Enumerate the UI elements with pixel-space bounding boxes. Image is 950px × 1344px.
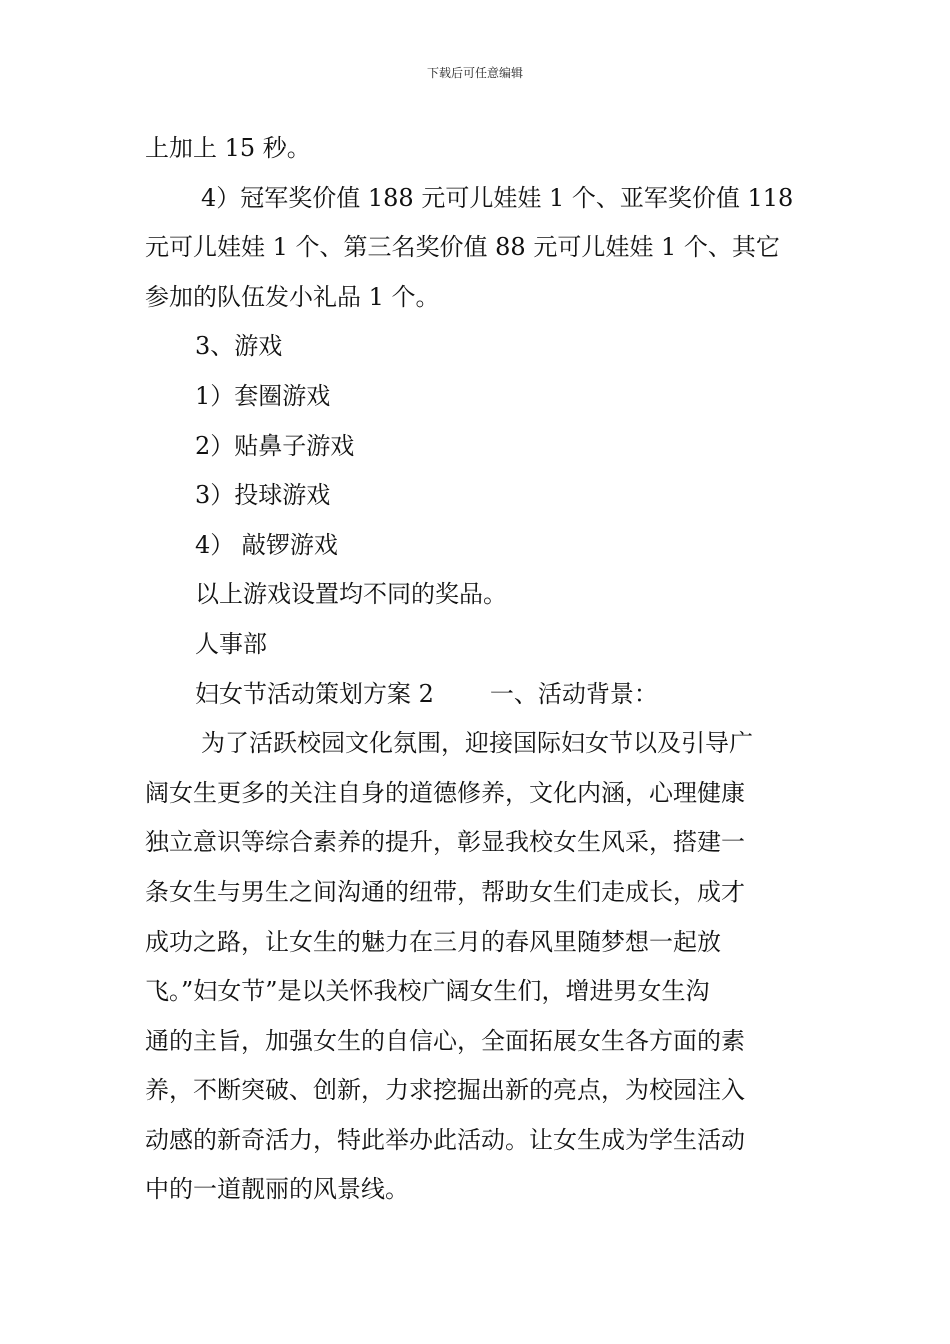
text-line: 以上游戏设置均不同的奖品。 [195,580,507,609]
section-heading: 一、活动背景： [489,679,658,708]
page-header-note: 下载后可任意编辑 [426,66,523,80]
text-line: 通的主旨，加强女生的自信心，全面拓展女生各方面的素 [145,1026,745,1055]
text-line: 飞。”妇女节”是以关怀我校广阔女生们，增进男女生沟 [145,977,710,1006]
text-line: 4）冠军奖价值 188 元可儿娃娃 1 个、亚军奖价值 118 [201,183,794,212]
text-line: 为了活跃校园文化氛围，迎接国际妇女节以及引导广 [201,729,753,758]
text-line: 3、游戏 [195,332,283,361]
section-title-line [145,670,809,720]
text-line: 中的一道靓丽的风景线。 [145,1175,409,1204]
text-line: 2）贴鼻子游戏 [195,431,355,460]
text-line: 人事部 [195,629,267,658]
text-line: 独立意识等综合素养的提升，彰显我校女生风采，搭建一 [145,828,745,857]
text-line: 动感的新奇活力，特此举办此活动。让女生成为学生活动 [145,1125,745,1154]
text-line: 成功之路，让女生的魅力在三月的春风里随梦想一起放 [145,927,721,956]
document-body [145,124,809,1215]
text-line: 3）投球游戏 [195,481,331,510]
text-line: 元可儿娃娃 1 个、第三名奖价值 88 元可儿娃娃 1 个、其它 [145,233,780,262]
text-line: 条女生与男生之间沟通的纽带，帮助女生们走成长，成才 [145,877,745,906]
text-line: 1）套圈游戏 [195,381,331,410]
text-line: 上加上 15 秒。 [145,134,311,162]
text-line: 4） 敲锣游戏 [195,530,338,559]
text-line: 阔女生更多的关注自身的道德修养，文化内涵，心理健康 [145,778,745,807]
text-line: 养，不断突破、创新，力求挖掘出新的亮点，为校园注入 [145,1076,745,1105]
article-title: 妇女节活动策划方案 2 [195,679,434,708]
text-line: 参加的队伍发小礼品 1 个。 [145,282,440,311]
